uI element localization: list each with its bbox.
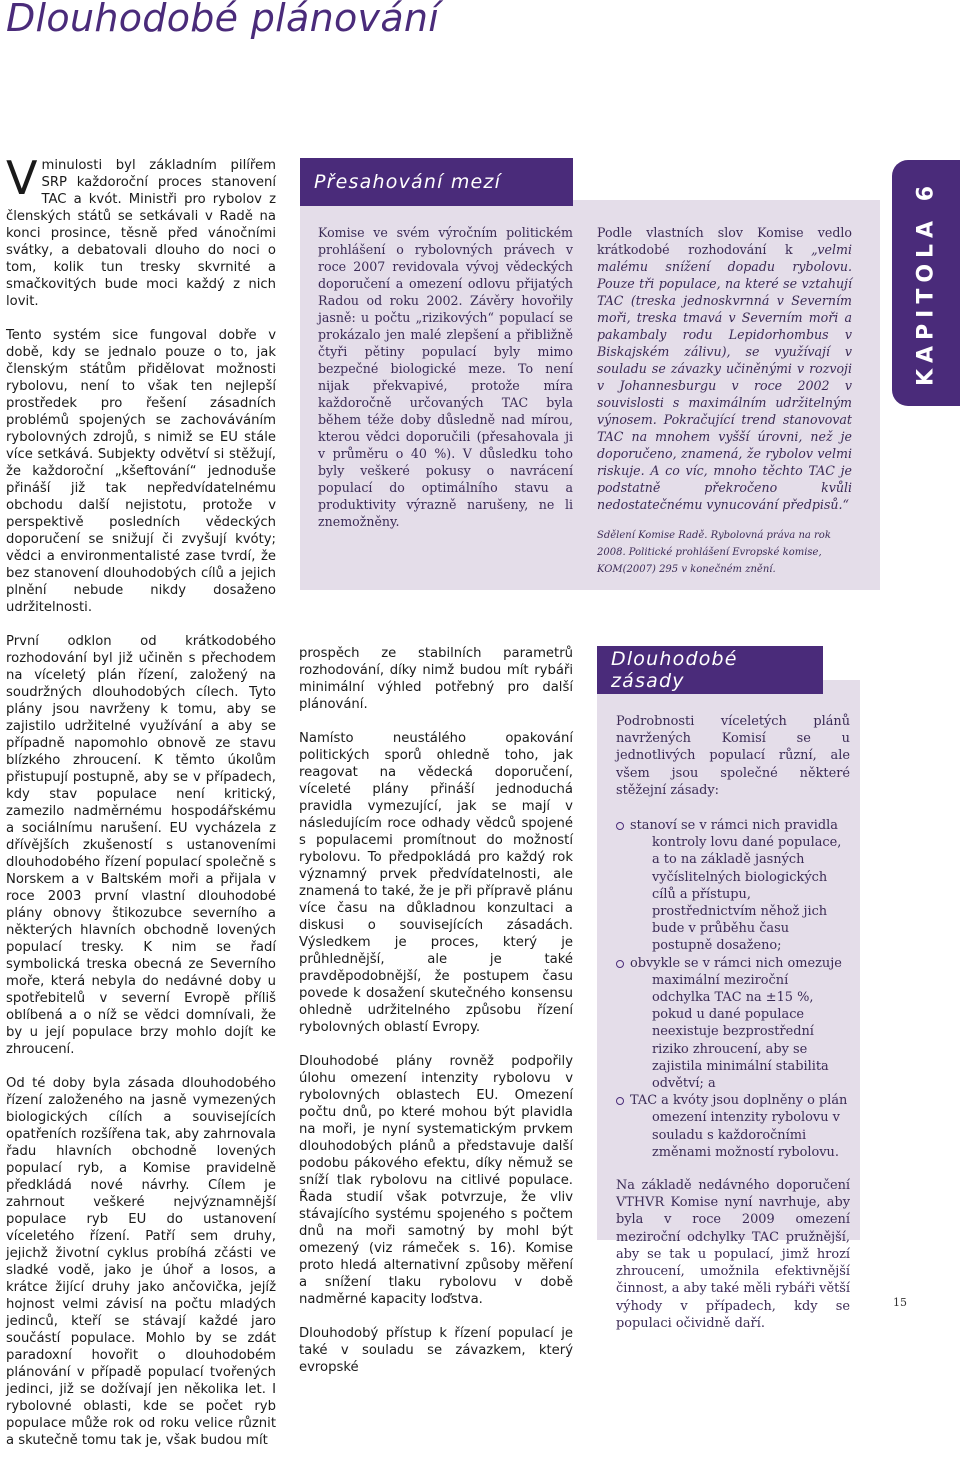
bullet-circle-icon xyxy=(616,1097,624,1105)
left-paragraph-1: Vminulosti byl základním pilířem SRP každoroční proces stanovení TAC a kvót. Ministři pro rybolov z členských států se setkávali v Radě na konci prosince, těsně před vánočními svátky, a debatovali dlouho do noci o tom, kolik tun tresky skvrnité a smačkovitých bude moci každý z nich lovit. xyxy=(6,151,276,309)
middle-paragraph-4: Dlouhodobý přístup k řízení populací je také v souladu se závazkem, který evropské xyxy=(299,1326,573,1375)
page-number: 15 xyxy=(893,1296,907,1309)
bullet-circle-icon xyxy=(616,960,624,968)
bullet-item: obvykle se v rámci nich omezuje maximální meziroční odchylka TAC na ±15 %, pokud u dané populace neexistuje bezprostřední riziko zhroucení, aby se zajistila minimální stabilita odvětví; a xyxy=(616,955,850,1093)
bullet-circle-icon xyxy=(616,822,624,830)
page-title: Dlouhodobé plánování xyxy=(6,0,440,40)
box-zasady-intro: Podrobnosti víceletých plánů navržených Komisí se u jednotlivých populací různí, ale všem jsou společné některé stěžejní zásady: xyxy=(616,714,850,798)
box-zasady-bullets xyxy=(616,817,850,1161)
middle-paragraph-1: prospěch ze stabilních parametrů rozhodování, díky nimž budou mít rybáři minimální výhled potřebný pro další plánování. xyxy=(299,646,573,712)
chapter-label: KAPITOLA 6 xyxy=(913,179,939,387)
drop-cap: V xyxy=(6,151,38,205)
middle-paragraph-3: Dlouhodobé plány rovněž podpořily úlohu omezení intenzity rybolovu v rybolovných oblastech EU. Omezení počtu dnů, po které mohou být plavidla na moři, je nyní systematickým prvkem dlouhodobých plánů a představuje další podobu pákového efektu, díky němuž se sníží tlak rybolovu na citlivé populace. Řada studií však potvrzuje, že vliv stávajícího systému spojeného s počtem dnů na moři samotný by mohl být omezený (viz rámeček s. 16). Komise proto hledá alternativní způsoby měření a snížení tlaku rybolovu v době nadměrné kapacity loďstva. xyxy=(299,1054,573,1307)
left-paragraph-4: Od té doby byla zásada dlouhodobého řízení založeného na jasně vymezených biologických cílích a souvisejících opatřeních rozšířena tak, aby zahrnovala řadu hlavních obchodně lovených populací ryb, a Komise pravidelně předkládá nové návrhy. Cílem je zahrnout veškeré nejvýznamnější populace ryb EU do ustanovení víceletého řízení. Patří sem druhy, jejichž životní cyklus probíhá zčásti ve sladké vodě, jako je úhoř a losos, a krátce žijící druhy jako ančovička, jejíž hojnost velmi závisí na počtu mladých jedinců, kteří se stávají každé jaro součástí populace. Mohlo by se zdát paradoxní hovořit o dlouhodobém plánování v případě populací tvořených jedinci, již se dožívají jen několika let. I rybolovné oblasti, kde se počet ryb populace může rok od roku velice různit a skutečně tomu tak je, však budou mít xyxy=(6,1076,276,1448)
box-presahovani-source: Sdělení Komise Radě. Rybolovná práva na rok 2008. Politické prohlášení Evropské komise, KOM(2007) 295 v konečném znění. xyxy=(597,530,831,575)
left-paragraph-3: První odklon od krátkodobého rozhodování byl již učiněn s přechodem na víceletý plán řízení, založený na soudržných dlouhodobých cílech. Tyto plány jsou navrženy k tomu, aby se zajistilo udržitelné využívání a aby se případně napomohlo obnově ze stavu blízkého zhroucení. K těmto úkolům přistupují postupně, aby se v případech, kdy stav populace není kritický, zamezilo nadměrnému hospodářskému a sociálnímu narušení. EU vycházela z dřívějších zkušeností s ustanoveními dlouhodobého řízení populací společně s Norskem a v Baltském moři a přijala v roce 2003 první vlastní dlouhodobé plány obnovy štikozubce severního a některých hlavních obchodně lovených populací tresky. K nim se řadí symbolická treska obecná ze Severního moře, která nebyla do nedávné doby u spotřebitelů v severní Evropě příliš oblíbená a o níž se vědci domnívali, že by u její populace brzy mohlo dojít ke zhroucení. xyxy=(6,634,276,1057)
box-zasady-header: Dlouhodobé zásady xyxy=(597,646,823,694)
box-zasady-text xyxy=(616,713,850,1346)
box-zasady-closing: Na základě nedávného doporučení VTHVR Komise nyní navrhuje, aby byla v roce 2009 omezení meziroční odchylky TAC pružnější, aby se tak u populací, jimž hrozí zhroucení, umožnila efektivnější činnost, a aby také měli rybáři větší výhody v případech, kdy se populaci očividně daří. xyxy=(616,1178,850,1331)
box-presahovani-header: Přesahování mezí xyxy=(300,158,573,206)
left-paragraph-2: Tento systém sice fungoval dobře v době, kdy se jednalo pouze o to, jak členským státům přidělovat možnosti rybolovu, není to však ten nejlepší prostředek pro řešení zásadních problémů spojených se zachováváním rybolovných zdrojů, s nimiž se EU stále více setkává. Subjekty odvětví si stěžují, že každoroční „kšeftování“ jednoduše přináší již tak nepředvídatelnému obchodu další nejistotu, protože v perspektivě posledních vědeckých doporučení se snižují či zvyšují kvóty; vědci a environmentalisté zase tvrdí, že bez stanovení dlouhodobých cílů a jejich plnění nebude nikdy dosaženo udržitelnosti. xyxy=(6,328,276,615)
chapter-tab xyxy=(892,160,960,406)
bullet-item: TAC a kvóty jsou doplněny o plán omezení intenzity rybolovu v souladu s každoročními změnami možností rybolovu. xyxy=(616,1092,850,1161)
bullet-item: stanoví se v rámci nich pravidla kontroly lovu dané populace, a to na základě jasných vyčíslitelných biologických cílů a přístupu, prostřednictvím něhož jich bude v průběhu času postupně dosaženo; xyxy=(616,817,850,955)
box-presahovani-right-text: Podle vlastních slov Komise vedlo krátkodobé rozhodování k „velmi malému snížení dopadu rybolovu. Pouze tři populace, na které se vztahují TAC (treska jednoskvrnná v Severním moři, treska tmavá v Severním moři a pakambaly rodu Lepidorhombus v Biskajském zálivu), se využívají v souladu se závazky učiněnými v rozvoji v Johannesburgu v roce 2002 v souvislosti s maximálním udržitelným výnosem. Pokračující trend stanovovat TAC na mnohem vyšší úrovni, než je doporučeno, znamená, že rybolov velmi riskuje. A co víc, mnoho těchto TAC je podstatně překročeno kvůli nedostatečnému vynucování předpisů.“ Sdělení Komise Radě. Rybolovná práva na rok 2008. Politické prohlášení Evropské komise, KOM(2007) 295 v konečném znění. xyxy=(597,224,852,592)
middle-column xyxy=(299,645,573,1393)
box-presahovani-left-text: Komise ve svém výročním politickém prohlášení o rybolovných právech v roce 2007 revidovala vývoj vědeckých doporučení a omezení odlovu přijatých Radou od roku 2002. Závěry hovořily jasně: u počtu „rizikových“ populací se prokázalo jen malé zlepšení a přibližně čtyři pětiny populací byly mimo bezpečné biologické meze. To není nijak překvapivé, protože míra každoročně určovaných TAC byla během téže doby důsledně nad mírou, kterou vědci doporučili (přesahovala ji v průměru o 40 %). V důsledku toho byly veškeré pokusy o navrácení populací do optimálního stavu a produktivity výrazně narušeny, ne li znemožněny. xyxy=(318,225,573,529)
left-column xyxy=(6,151,276,1466)
middle-paragraph-2: Namísto neustálého opakování politických sporů ohledně toho, jak reagovat na vědecká doporučení, víceleté plány přináší jednoduchá pravidla vymezující, jak se mají v následujícím roce odhady vědců spojené s populacemi promítnout do možností rybolovu. To předpokládá pro každý rok významný prvek předvídatelnosti, ale znamená to také, že je při přípravě plánu více času na důkladnou konzultaci a diskusi o souvisejících zásadách. Výsledkem je proces, který je průhlednější, ale je také pravděpodobnější, že postupem času povede k dosažení skutečného konsensu ohledně udržitelného způsobu řízení rybolovných oblastí Evropy. xyxy=(299,731,573,1035)
